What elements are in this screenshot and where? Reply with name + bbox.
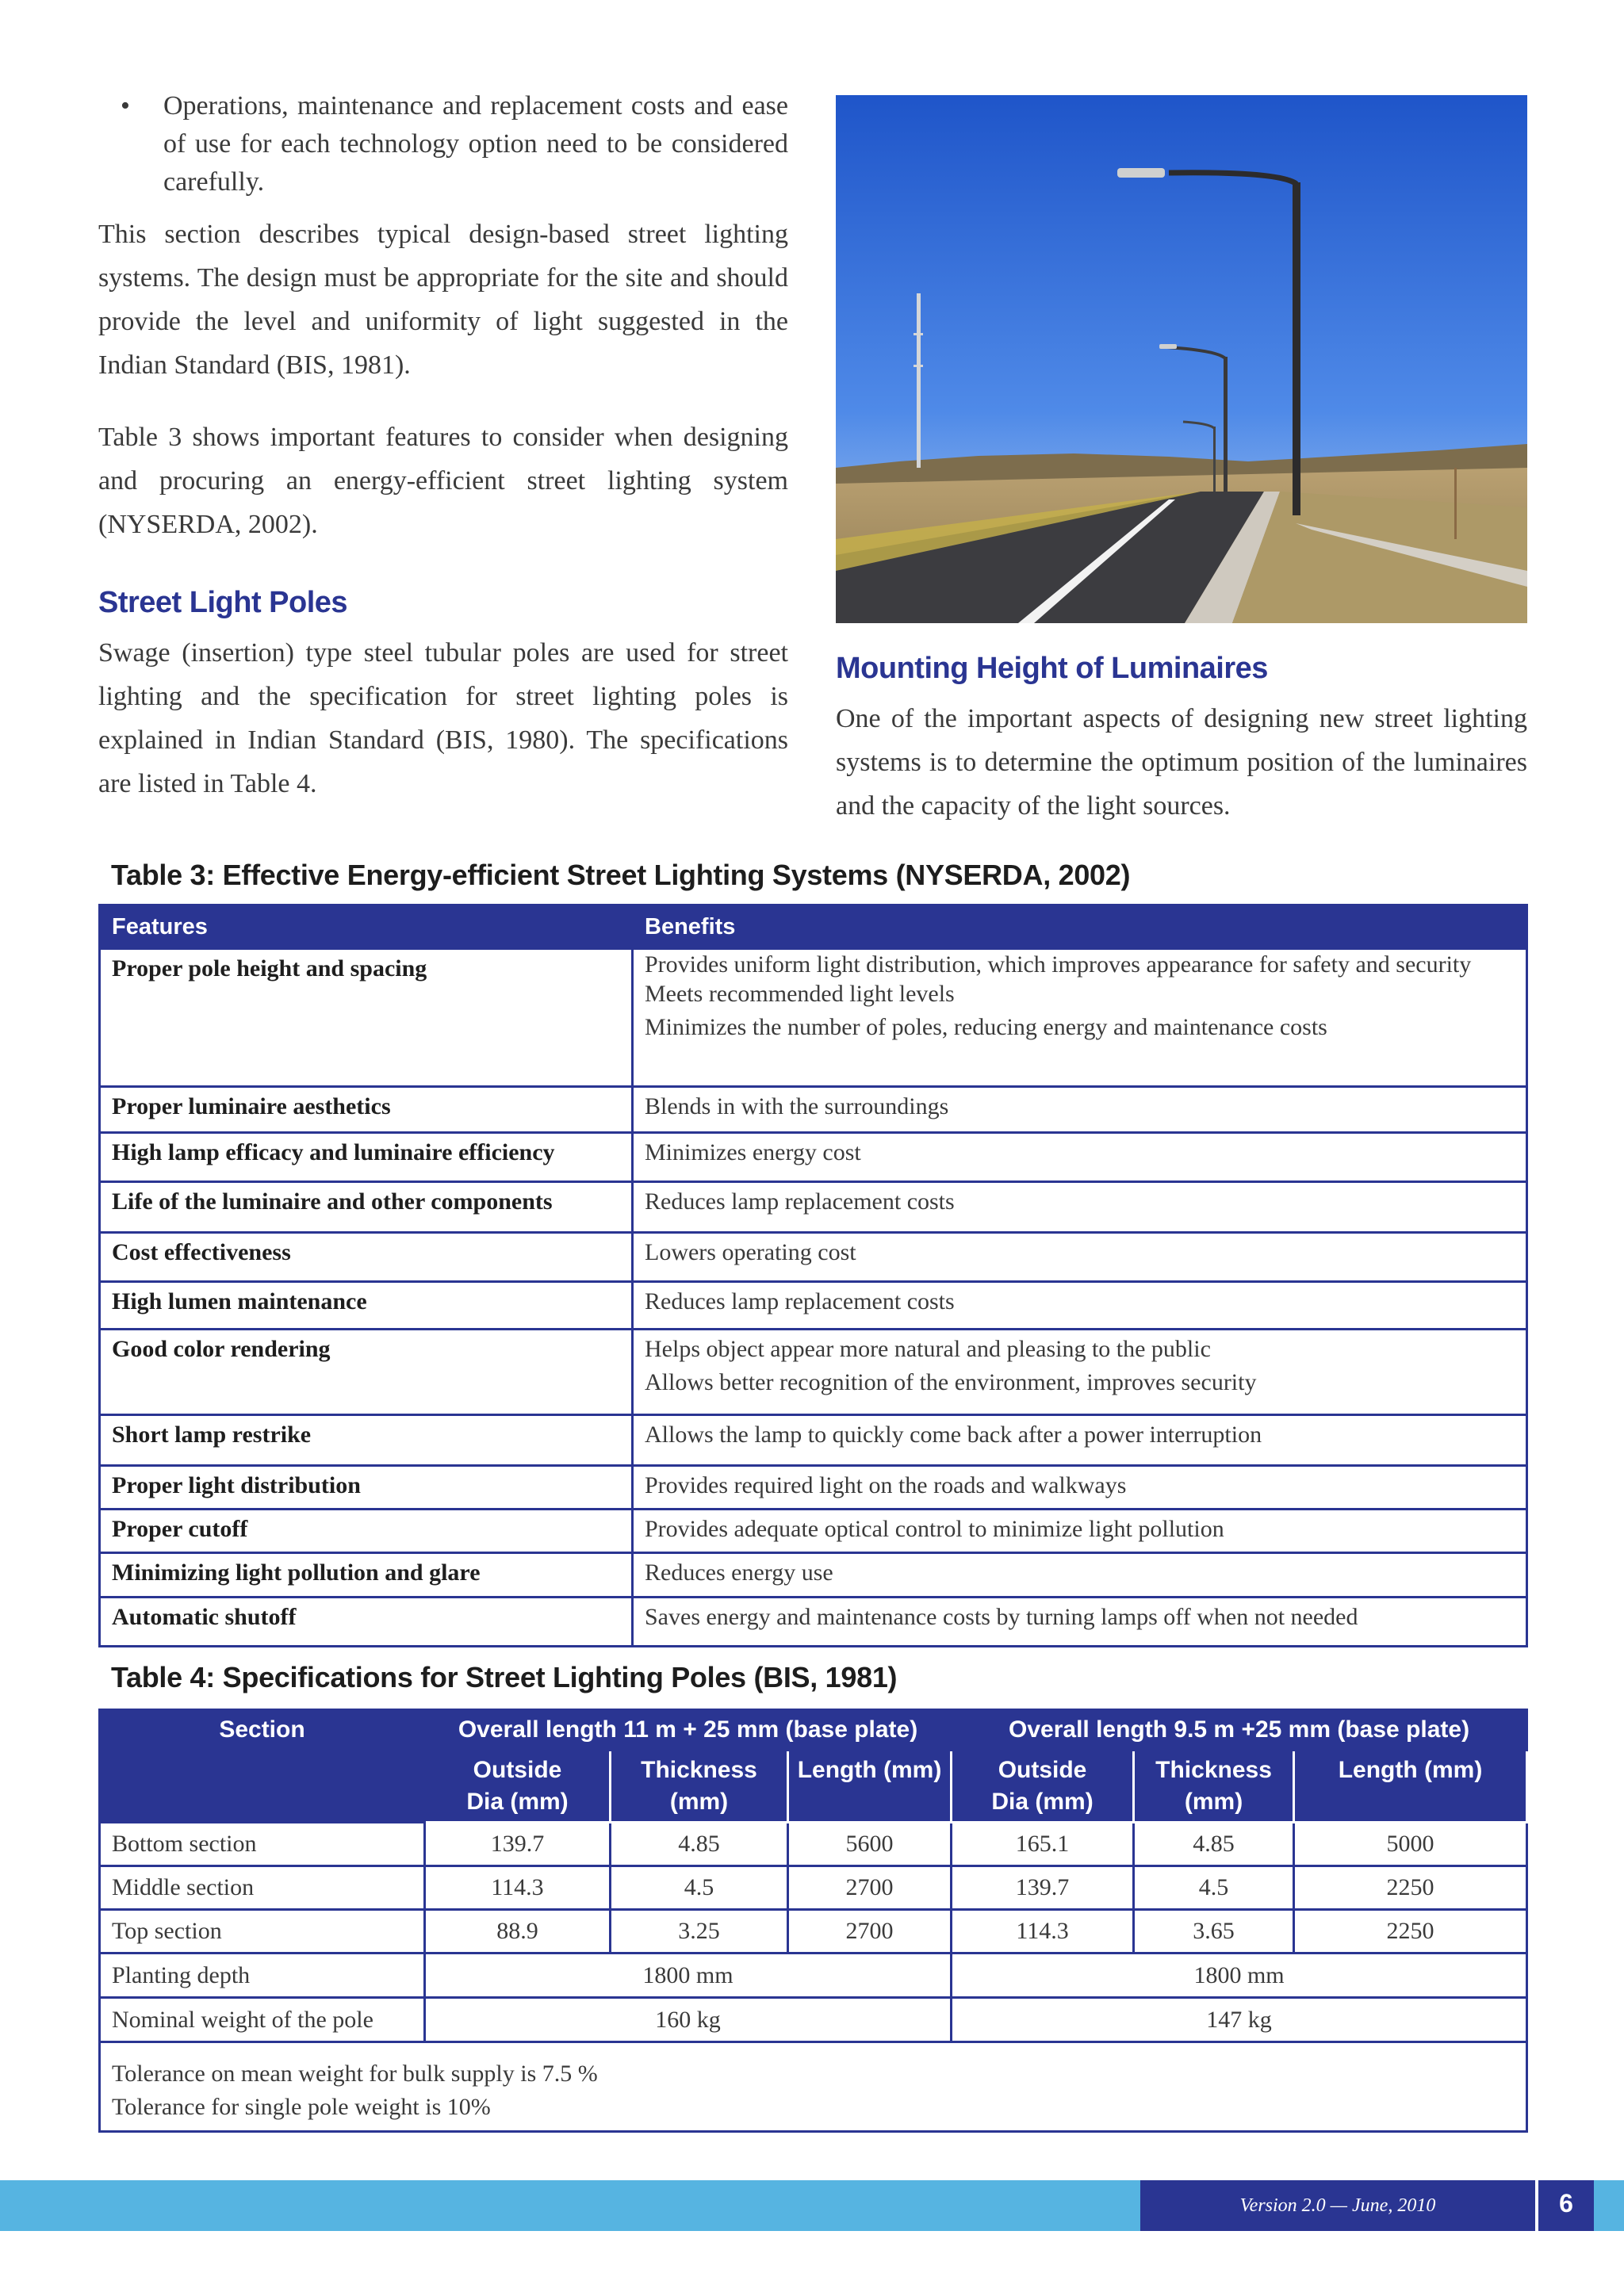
column-header-section: Section xyxy=(100,1710,425,1823)
table-row xyxy=(100,1553,1527,1598)
table-row xyxy=(100,1466,1527,1510)
street-light-poles-heading: Street Light Poles xyxy=(98,586,348,619)
header-line: (mm) xyxy=(669,1789,729,1815)
value-cell: 3.25 xyxy=(611,1910,788,1954)
page-number: 6 xyxy=(1538,2180,1594,2231)
table-row xyxy=(100,1233,1527,1282)
table-row xyxy=(100,1330,1527,1415)
value-cell: 139.7 xyxy=(952,1866,1134,1910)
feature-cell: High lamp efficacy and luminaire efficiency xyxy=(100,1133,633,1182)
column-header-thickness xyxy=(611,1751,788,1823)
header-line: Dia (mm) xyxy=(991,1789,1094,1815)
value-cell: 4.85 xyxy=(1134,1823,1294,1866)
column-header-group-11m: Overall length 11 m + 25 mm (base plate) xyxy=(425,1710,952,1751)
benefit-line: Minimizes the number of poles, reducing energy and maintenance costs xyxy=(645,1014,1327,1040)
table4 xyxy=(98,1709,1528,2133)
header-line: Outside xyxy=(998,1757,1087,1783)
value-cell: 5600 xyxy=(788,1823,952,1866)
column-header-outside-dia xyxy=(952,1751,1134,1823)
benefit-line: Provides uniform light distribution, which improves appearance for safety and security xyxy=(645,951,1472,978)
header-line: (mm) xyxy=(1184,1789,1243,1815)
benefit-cell: Provides required light on the roads and walkways xyxy=(633,1466,1527,1510)
header-line: Thickness xyxy=(641,1757,757,1783)
feature-cell: Short lamp restrike xyxy=(100,1415,633,1466)
benefit-cell: Reduces energy use xyxy=(633,1553,1527,1598)
value-cell: 1800 mm xyxy=(952,1954,1527,1998)
value-cell: 160 kg xyxy=(425,1998,952,2042)
benefit-cell: Blends in with the surroundings xyxy=(633,1087,1527,1133)
table-row xyxy=(100,1087,1527,1133)
tolerance-notes-cell xyxy=(100,2042,1527,2132)
feature-cell: Minimizing light pollution and glare xyxy=(100,1553,633,1598)
value-cell: 139.7 xyxy=(425,1823,611,1866)
value-cell: 5000 xyxy=(1294,1823,1527,1866)
value-cell: 2250 xyxy=(1294,1910,1527,1954)
column-header-length: Length (mm) xyxy=(1294,1751,1527,1823)
bullet-text: Operations, maintenance and replacement costs and ease of use for each technology option need to be considered carefully. xyxy=(163,91,788,197)
table4-group-header-row xyxy=(100,1710,1527,1751)
table3-header-row xyxy=(100,905,1527,949)
benefit-line: Meets recommended light levels xyxy=(645,981,955,1007)
column-header-group-9-5m: Overall length 9.5 m +25 mm (base plate) xyxy=(952,1710,1527,1751)
right-column xyxy=(836,95,1527,828)
table-row xyxy=(100,2042,1527,2132)
section-cell: Bottom section xyxy=(100,1823,425,1866)
table-row xyxy=(100,949,1527,1087)
header-line: Dia (mm) xyxy=(466,1789,569,1815)
footer-version: Version 2.0 — June, 2010 xyxy=(1140,2180,1535,2231)
value-cell: 2250 xyxy=(1294,1866,1527,1910)
benefit-cell xyxy=(633,1330,1527,1415)
street-light-photo xyxy=(836,95,1527,623)
poles-paragraph: Swage (insertion) type steel tubular poles are used for street lighting and the specification for street lighting poles is explained in Indian Standard (BIS, 1980). The specifications are listed in Table 4. xyxy=(98,638,788,798)
value-cell: 88.9 xyxy=(425,1910,611,1954)
feature-cell: Cost effectiveness xyxy=(100,1233,633,1282)
table-row xyxy=(100,1823,1527,1866)
benefit-cell: Reduces lamp replacement costs xyxy=(633,1182,1527,1233)
table3 xyxy=(98,904,1528,1647)
mounting-height-heading: Mounting Height of Luminaires xyxy=(836,652,1268,685)
value-cell: 4.85 xyxy=(611,1823,788,1866)
table-row xyxy=(100,1998,1527,2042)
table-row xyxy=(100,1182,1527,1233)
benefit-cell: Saves energy and maintenance costs by turning lamps off when not needed xyxy=(633,1598,1527,1647)
mounting-height-paragraph: One of the important aspects of designing new street lighting systems is to determine the optimum position of the luminaires and the capacity of the light sources. xyxy=(836,704,1527,821)
table3-intro-paragraph: Table 3 shows important features to consider when designing and procuring an energy-efficient street lighting system (NYSERDA, 2002). xyxy=(98,423,788,539)
table-row xyxy=(100,1598,1527,1647)
section-cell: Middle section xyxy=(100,1866,425,1910)
section-cell: Nominal weight of the pole xyxy=(100,1998,425,2042)
feature-cell: Proper luminaire aesthetics xyxy=(100,1087,633,1133)
header-line: Thickness xyxy=(1155,1757,1272,1783)
table-row xyxy=(100,1282,1527,1330)
header-line: Outside xyxy=(473,1757,562,1783)
column-header-length: Length (mm) xyxy=(788,1751,952,1823)
table-row xyxy=(100,1510,1527,1553)
feature-cell: High lumen maintenance xyxy=(100,1282,633,1330)
value-cell: 4.5 xyxy=(1134,1866,1294,1910)
table-row xyxy=(100,1415,1527,1466)
value-cell: 2700 xyxy=(788,1910,952,1954)
value-cell: 114.3 xyxy=(952,1910,1134,1954)
value-cell: 4.5 xyxy=(611,1866,788,1910)
tolerance-note: Tolerance on mean weight for bulk supply is 7.5 % xyxy=(112,2061,598,2087)
bullet-dot-icon: • xyxy=(121,91,130,121)
table3-caption: Table 3: Effective Energy-efficient Street Lighting Systems (NYSERDA, 2002) xyxy=(111,859,1131,891)
feature-cell: Proper light distribution xyxy=(100,1466,633,1510)
value-cell: 3.65 xyxy=(1134,1910,1294,1954)
tolerance-note: Tolerance for single pole weight is 10% xyxy=(112,2094,491,2120)
column-header-features: Features xyxy=(100,905,633,949)
value-cell: 1800 mm xyxy=(425,1954,952,1998)
benefit-line: Helps object appear more natural and pleasing to the public xyxy=(645,1336,1211,1362)
section-cell: Planting depth xyxy=(100,1954,425,1998)
benefit-cell: Provides adequate optical control to minimize light pollution xyxy=(633,1510,1527,1553)
column-header-thickness xyxy=(1134,1751,1294,1823)
table4-caption: Table 4: Specifications for Street Lighting Poles (BIS, 1981) xyxy=(111,1661,898,1693)
column-header-benefits: Benefits xyxy=(633,905,1527,949)
value-cell: 165.1 xyxy=(952,1823,1134,1866)
table-row xyxy=(100,1954,1527,1998)
feature-cell: Life of the luminaire and other components xyxy=(100,1182,633,1233)
value-cell: 147 kg xyxy=(952,1998,1527,2042)
table-row xyxy=(100,1910,1527,1954)
benefit-cell: Allows the lamp to quickly come back after a power interruption xyxy=(633,1415,1527,1466)
feature-cell: Proper cutoff xyxy=(100,1510,633,1553)
value-cell: 114.3 xyxy=(425,1866,611,1910)
intro-paragraph: This section describes typical design-based street lighting systems. The design must be appropriate for the site and should provide the level and uniformity of light suggested in the Indian Standard (BIS, 1981). xyxy=(98,220,788,380)
benefit-cell xyxy=(633,949,1527,1087)
benefit-cell: Reduces lamp replacement costs xyxy=(633,1282,1527,1330)
feature-cell: Automatic shutoff xyxy=(100,1598,633,1647)
benefit-line: Allows better recognition of the environment, improves security xyxy=(645,1369,1257,1395)
benefit-cell: Lowers operating cost xyxy=(633,1233,1527,1282)
feature-cell: Good color rendering xyxy=(100,1330,633,1415)
value-cell: 2700 xyxy=(788,1866,952,1910)
benefit-cell: Minimizes energy cost xyxy=(633,1133,1527,1182)
column-header-outside-dia xyxy=(425,1751,611,1823)
bullet-item xyxy=(98,87,788,201)
table-row xyxy=(100,1133,1527,1182)
section-cell: Top section xyxy=(100,1910,425,1954)
left-column xyxy=(98,87,788,806)
table-row xyxy=(100,1866,1527,1910)
feature-cell: Proper pole height and spacing xyxy=(100,949,633,1087)
